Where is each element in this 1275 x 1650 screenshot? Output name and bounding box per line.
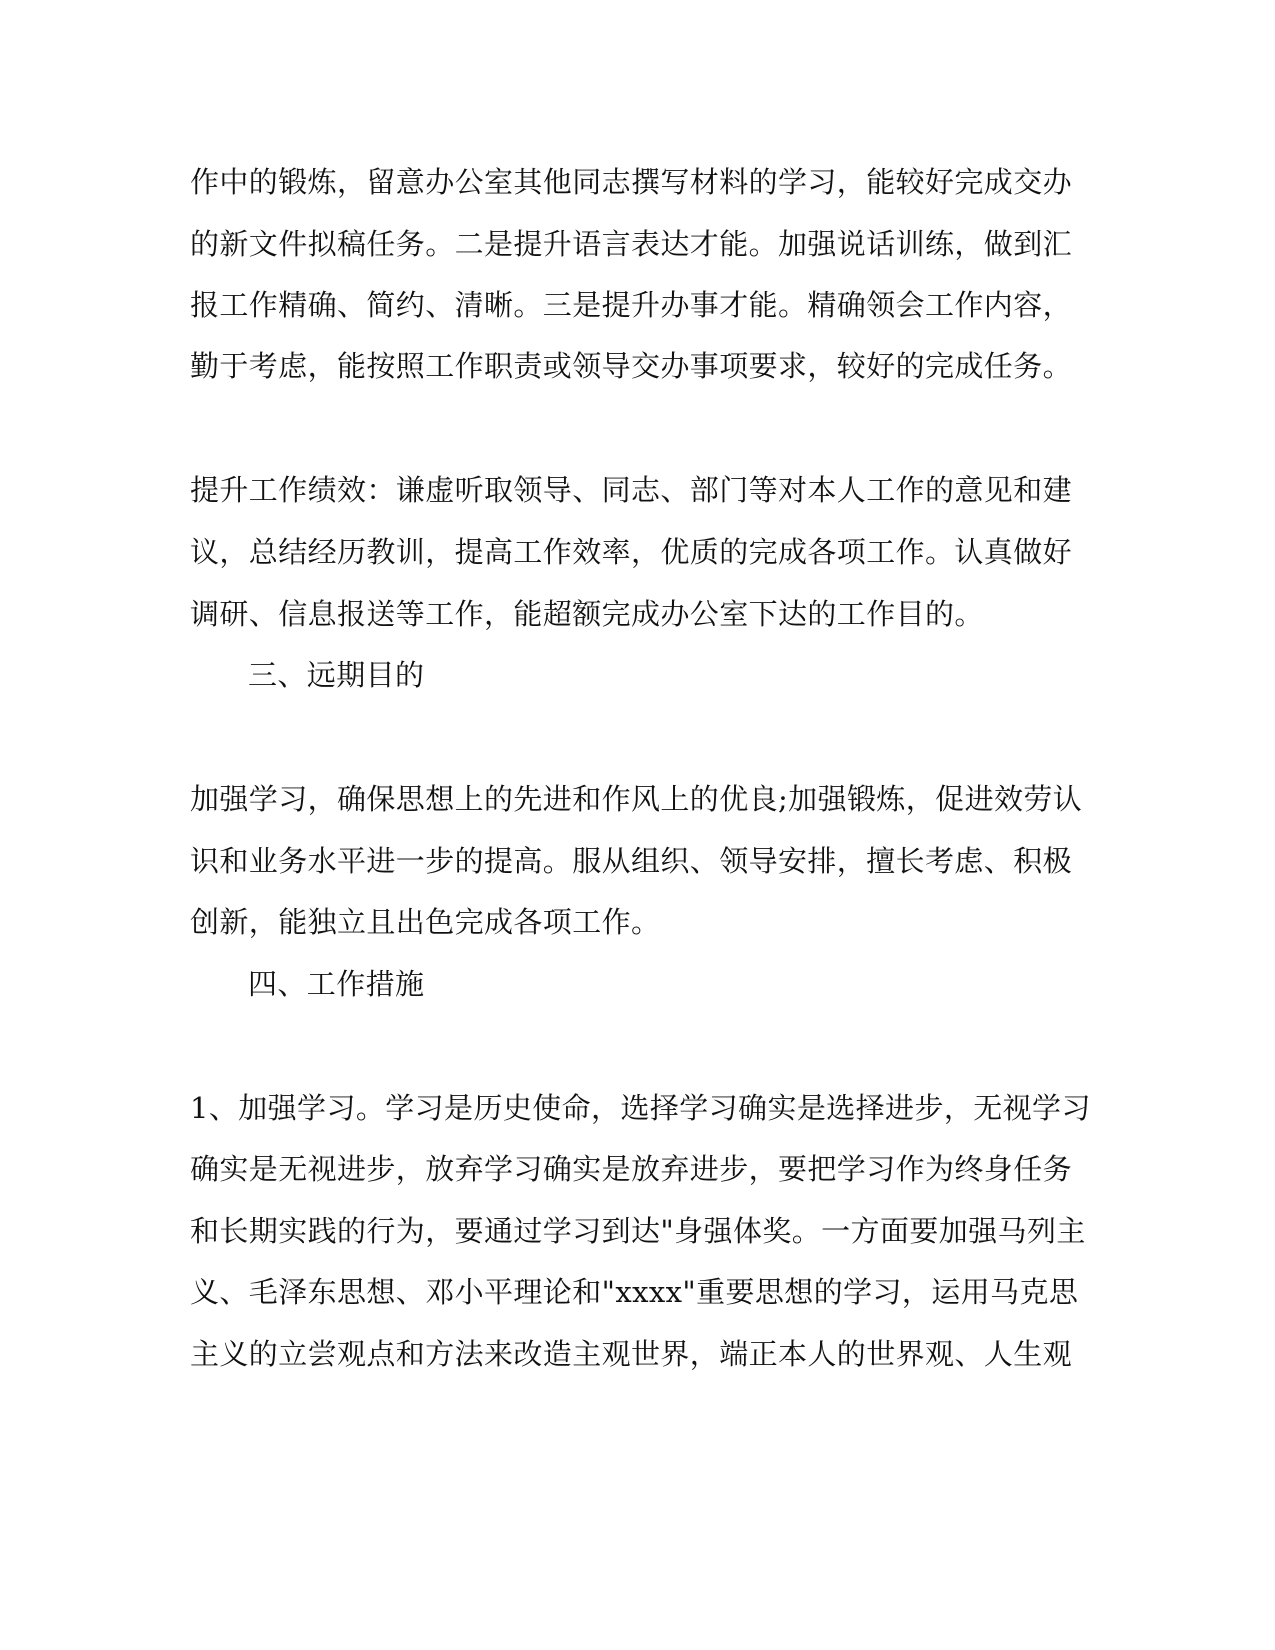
text-line: 1、加强学习。学习是历史使命，选择学习确实是选择进步，无视学习 <box>190 1091 1091 1125</box>
text-line: 和长期实践的行为，要通过学习到达"身强体奖。一方面要加强马列主 <box>190 1214 1086 1248</box>
text-line: 议，总结经历教训，提高工作效率，优质的完成各项工作。认真做好 <box>190 535 1073 569</box>
text-line: 报工作精确、简约、清晰。三是提升办事才能。精确领会工作内容， <box>190 288 1073 322</box>
text-line: 加强学习，确保思想上的先进和作风上的优良;加强锻炼，促进效劳认 <box>190 782 1083 816</box>
text-line: 调研、信息报送等工作，能超额完成办公室下达的工作目的。 <box>190 597 984 631</box>
section-heading-work-measures: 四、工作措施 <box>248 967 425 1001</box>
text-line: 作中的锻炼，留意办公室其他同志撰写材料的学习，能较好完成交办 <box>190 165 1073 199</box>
text-line: 勤于考虑，能按照工作职责或领导交办事项要求，较好的完成任务。 <box>190 349 1073 383</box>
text-line: 识和业务水平进一步的提高。服从组织、领导安排，擅长考虑、积极 <box>190 844 1073 878</box>
text-line: 创新，能独立且出色完成各项工作。 <box>190 905 661 939</box>
text-line: 提升工作绩效：谦虚听取领导、同志、部门等对本人工作的意见和建 <box>190 473 1073 507</box>
text-line: 的新文件拟稿任务。二是提升语言表达才能。加强说话训练，做到汇 <box>190 227 1073 261</box>
text-line: 义、毛泽东思想、邓小平理论和"xxxx"重要思想的学习，运用马克思 <box>190 1275 1079 1309</box>
text-line: 主义的立尝观点和方法来改造主观世界，端正本人的世界观、人生观 <box>190 1337 1073 1371</box>
text-line: 确实是无视进步，放弃学习确实是放弃进步，要把学习作为终身任务 <box>190 1152 1073 1186</box>
section-heading-long-term-goals: 三、远期目的 <box>248 658 425 692</box>
